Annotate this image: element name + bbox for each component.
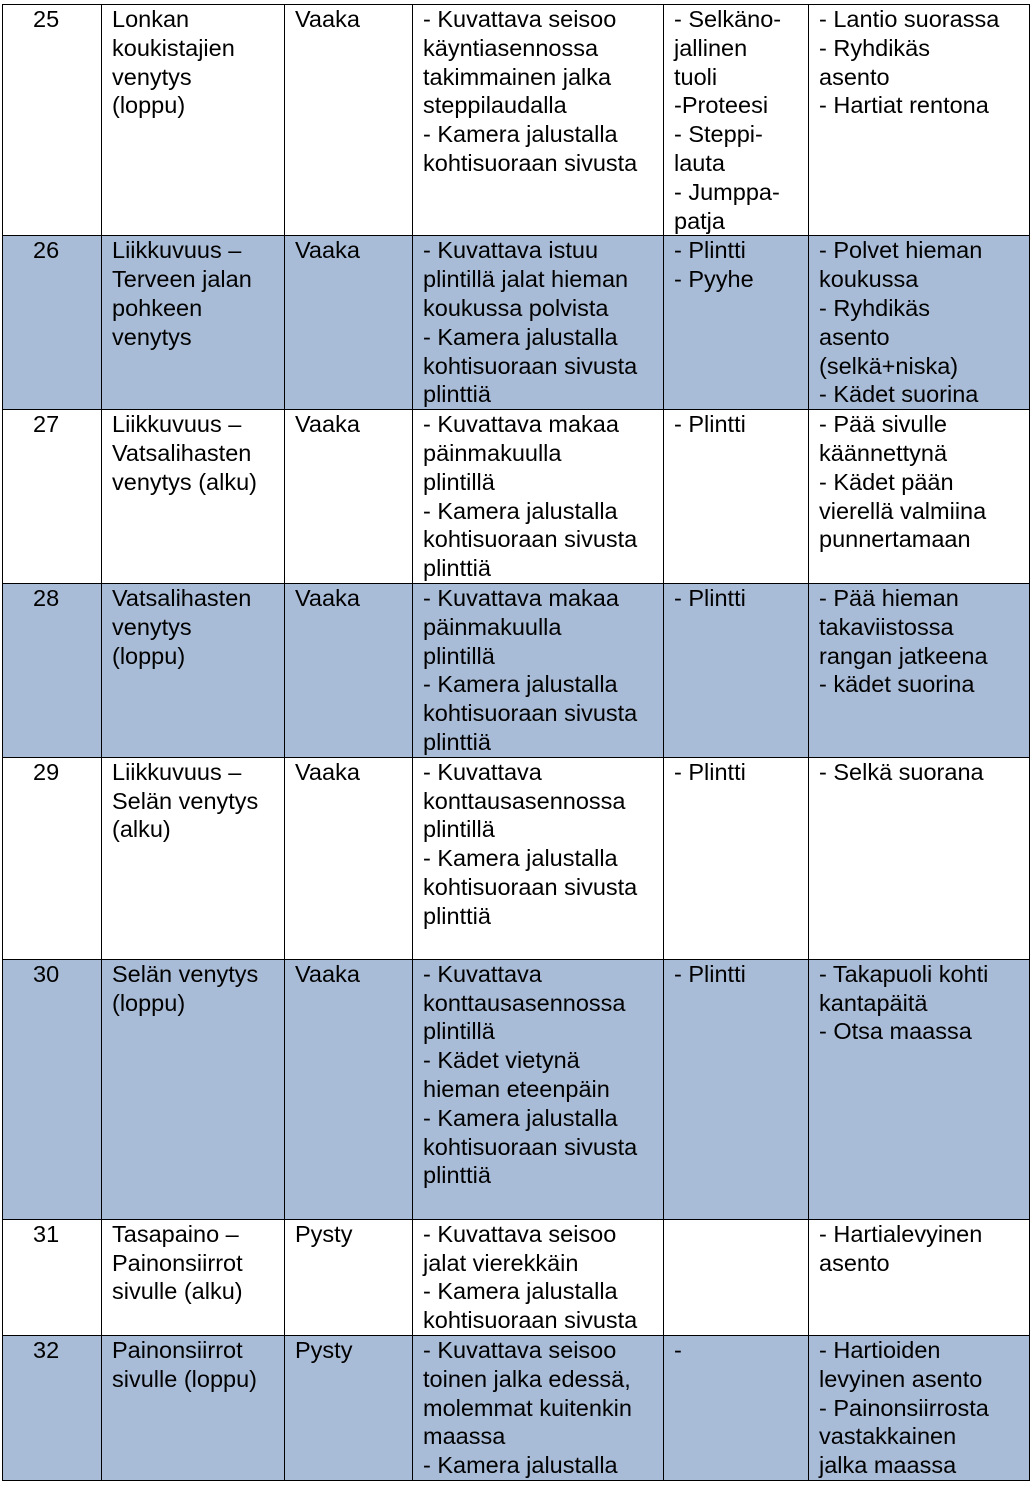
filming-instructions-line: kohtisuoraan sivusta [423, 352, 638, 379]
filming-instructions-line: kohtisuoraan sivusta [423, 873, 638, 900]
filming-instructions-line: - Kuvattava seisoo [423, 1220, 617, 1247]
posture-notes-line: - Polvet hieman [819, 237, 983, 264]
filming-instructions-line: plintillä jalat hieman [423, 266, 629, 293]
posture-notes-line: - Painonsiirrosta [819, 1394, 989, 1421]
exercise-name-line: Painonsiirrot [112, 1336, 243, 1363]
filming-instructions-line: plinttiä [423, 902, 491, 929]
table-row [3, 5, 1030, 236]
posture-notes-cell [809, 1219, 1030, 1335]
camera-orientation: Vaaka [295, 960, 360, 987]
posture-notes-line: - Kädet pään [819, 468, 954, 495]
equipment-cell [664, 236, 809, 410]
filming-instructions-cell [413, 5, 664, 236]
posture-notes-line: jalka maassa [819, 1452, 957, 1479]
filming-instructions-cell [413, 757, 664, 959]
exercise-name-cell [102, 236, 285, 410]
filming-instructions-line: molemmat kuitenkin [423, 1394, 632, 1421]
exercise-name-cell [102, 5, 285, 236]
table-row [3, 1219, 1030, 1335]
filming-instructions-line: - Kuvattava makaa [423, 411, 619, 438]
posture-notes-line: - Takapuoli kohti [819, 960, 989, 987]
filming-instructions-line: - Kamera jalustalla [423, 1104, 618, 1131]
filming-instructions-line: - Kuvattava istuu [423, 237, 599, 264]
camera-orientation-cell [285, 410, 413, 584]
equipment-line: - [674, 1336, 682, 1363]
posture-notes-line: asento [819, 323, 890, 350]
exercise-name-cell [102, 1335, 285, 1480]
exercise-number: 25 [33, 6, 60, 32]
camera-orientation: Pysty [295, 1220, 353, 1247]
exercise-number: 29 [33, 758, 60, 785]
filming-instructions-line: - Kuvattava seisoo [423, 1336, 617, 1363]
posture-notes-line: - Lantio suorassa [819, 6, 1000, 32]
posture-notes-line: - Pää sivulle [819, 411, 947, 438]
camera-orientation-cell [285, 236, 413, 410]
exercise-name-line: (loppu) [112, 989, 186, 1016]
exercise-name-line: venytys [112, 613, 192, 640]
posture-notes-cell [809, 757, 1030, 959]
filming-instructions-line: - Kamera jalustalla [423, 845, 618, 872]
camera-orientation: Vaaka [295, 411, 360, 438]
camera-orientation-cell [285, 1335, 413, 1480]
filming-instructions-line: - Kamera jalustalla [423, 497, 618, 524]
exercise-name-line: venytys [112, 63, 192, 90]
exercise-name-line: pohkeen [112, 294, 203, 321]
filming-instructions-line: toinen jalka edessä, [423, 1365, 631, 1392]
exercise-name-line: Liikkuvuus – [112, 237, 242, 264]
exercise-name-cell [102, 1219, 285, 1335]
exercise-name-line: Tasapaino – [112, 1220, 239, 1247]
filming-instructions-line: kohtisuoraan sivusta [423, 1307, 638, 1334]
equipment-line: - Plintti [674, 237, 746, 264]
camera-orientation: Pysty [295, 1336, 353, 1363]
posture-notes-line: takaviistossa [819, 613, 954, 640]
posture-notes-cell [809, 583, 1030, 757]
posture-notes-line: - Hartialevyinen [819, 1220, 983, 1247]
equipment-line: - Plintti [674, 411, 746, 438]
filming-instructions-line: steppilaudalla [423, 92, 567, 119]
exercise-name-line: Vatsalihasten [112, 439, 252, 466]
table-row [3, 236, 1030, 410]
filming-instructions-line: - Kädet vietynä [423, 1047, 580, 1074]
exercise-number-cell [3, 1219, 102, 1335]
equipment-line: - Selkäno- [674, 6, 782, 32]
camera-orientation: Vaaka [295, 584, 360, 611]
camera-orientation-cell [285, 959, 413, 1219]
filming-instructions-line: käyntiasennossa [423, 34, 599, 61]
exercise-number-cell [3, 959, 102, 1219]
exercise-number-cell [3, 757, 102, 959]
exercise-table [2, 4, 1030, 1481]
equipment-line: -Proteesi [674, 92, 769, 119]
filming-instructions-cell [413, 583, 664, 757]
equipment-line: - Plintti [674, 584, 746, 611]
filming-instructions-line: plinttiä [423, 555, 491, 582]
posture-notes-cell [809, 959, 1030, 1219]
exercise-number-cell [3, 1335, 102, 1480]
filming-instructions-line: - Kamera jalustalla [423, 1452, 618, 1479]
filming-instructions-cell [413, 410, 664, 584]
posture-notes-line: - Selkä suorana [819, 758, 984, 785]
filming-instructions-line: kohtisuoraan sivusta [423, 700, 638, 727]
exercise-name-line: Lonkan [112, 6, 190, 32]
filming-instructions-line: päinmakuulla [423, 439, 562, 466]
filming-instructions-line: - Kuvattava makaa [423, 584, 619, 611]
posture-notes-line: (selkä+niska) [819, 352, 959, 379]
filming-instructions-cell [413, 236, 664, 410]
filming-instructions-line: - Kuvattava [423, 960, 542, 987]
exercise-number-cell [3, 410, 102, 584]
equipment-line: tuoli [674, 63, 718, 90]
posture-notes-line: vierellä valmiina [819, 497, 987, 524]
posture-notes-cell [809, 1335, 1030, 1480]
filming-instructions-line: takimmainen jalka [423, 63, 612, 90]
exercise-name-line: (alku) [112, 816, 171, 843]
posture-notes-line: rangan jatkeena [819, 642, 988, 669]
exercise-name-cell [102, 410, 285, 584]
posture-notes-line: - Hartioiden [819, 1336, 941, 1363]
exercise-number: 28 [33, 584, 60, 611]
exercise-number-cell [3, 236, 102, 410]
exercise-name-line: venytys [112, 323, 192, 350]
exercise-name-line: sivulle (loppu) [112, 1365, 257, 1392]
posture-notes-line: asento [819, 63, 890, 90]
exercise-name-line: (loppu) [112, 92, 186, 119]
equipment-cell [664, 1219, 809, 1335]
posture-notes-line: koukussa [819, 266, 919, 293]
table-row [3, 959, 1030, 1219]
exercise-name-line: Liikkuvuus – [112, 758, 242, 785]
filming-instructions-line: plinttiä [423, 728, 491, 755]
filming-instructions-line: kohtisuoraan sivusta [423, 526, 638, 553]
exercise-name-line: Liikkuvuus – [112, 411, 242, 438]
posture-notes-line: - Otsa maassa [819, 1018, 972, 1045]
exercise-number: 31 [33, 1220, 60, 1247]
filming-instructions-line: konttausasennossa [423, 989, 626, 1016]
equipment-line: lauta [674, 149, 725, 176]
filming-instructions-line: - Kuvattava seisoo [423, 6, 617, 32]
posture-notes-cell [809, 236, 1030, 410]
posture-notes-line: punnertamaan [819, 526, 971, 553]
filming-instructions-line: koukussa polvista [423, 294, 609, 321]
exercise-name-line: koukistajien [112, 34, 235, 61]
equipment-cell [664, 410, 809, 584]
table-row [3, 583, 1030, 757]
posture-notes-line: - Pää hieman [819, 584, 959, 611]
camera-orientation: Vaaka [295, 237, 360, 264]
filming-instructions-line: plinttiä [423, 1162, 491, 1189]
exercise-number: 32 [33, 1336, 60, 1363]
filming-instructions-line: jalat vierekkäin [423, 1249, 579, 1276]
posture-notes-cell [809, 5, 1030, 236]
posture-notes-line: - Ryhdikäs [819, 294, 931, 321]
equipment-line: jallinen [674, 34, 748, 61]
filming-instructions-line: plintillä [423, 642, 495, 669]
equipment-cell [664, 583, 809, 757]
camera-orientation: Vaaka [295, 758, 360, 785]
posture-notes-line: kantapäitä [819, 989, 928, 1016]
filming-instructions-line: - Kamera jalustalla [423, 1278, 618, 1305]
posture-notes-line: - Kädet suorina [819, 381, 979, 408]
exercise-name-cell [102, 583, 285, 757]
filming-instructions-cell [413, 1335, 664, 1480]
filming-instructions-line: plintillä [423, 1018, 495, 1045]
camera-orientation: Vaaka [295, 6, 360, 32]
filming-instructions-line: - Kuvattava [423, 758, 542, 785]
exercise-number-cell [3, 583, 102, 757]
equipment-cell [664, 5, 809, 236]
posture-notes-line: asento [819, 1249, 890, 1276]
filming-instructions-line: kohtisuoraan sivusta [423, 1133, 638, 1160]
posture-notes-line: - Hartiat rentona [819, 92, 989, 119]
equipment-line: - Plintti [674, 758, 746, 785]
filming-instructions-line: plintillä [423, 816, 495, 843]
exercise-name-line: Vatsalihasten [112, 584, 252, 611]
camera-orientation-cell [285, 1219, 413, 1335]
equipment-cell [664, 959, 809, 1219]
exercise-number-cell [3, 5, 102, 236]
equipment-line: patja [674, 207, 725, 234]
camera-orientation-cell [285, 757, 413, 959]
equipment-cell [664, 1335, 809, 1480]
exercise-name-cell [102, 959, 285, 1219]
filming-instructions-line: plinttiä [423, 381, 491, 408]
exercise-name-line: Selän venytys [112, 787, 259, 814]
filming-instructions-line: - Kamera jalustalla [423, 121, 618, 148]
exercise-name-line: (loppu) [112, 642, 186, 669]
table-row [3, 1335, 1030, 1480]
filming-instructions-line: - Kamera jalustalla [423, 671, 618, 698]
exercise-name-line: venytys (alku) [112, 468, 257, 495]
posture-notes-line: levyinen asento [819, 1365, 983, 1392]
camera-orientation-cell [285, 5, 413, 236]
equipment-line: - Plintti [674, 960, 746, 987]
filming-instructions-line: maassa [423, 1423, 506, 1450]
equipment-line: - Jumppa- [674, 178, 780, 205]
table-row [3, 410, 1030, 584]
exercise-number: 27 [33, 411, 60, 438]
posture-notes-cell [809, 410, 1030, 584]
filming-instructions-line: - Kamera jalustalla [423, 323, 618, 350]
filming-instructions-line: päinmakuulla [423, 613, 562, 640]
posture-notes-line: - Ryhdikäs [819, 34, 931, 61]
posture-notes-line: vastakkainen [819, 1423, 957, 1450]
equipment-line: - Steppi- [674, 121, 763, 148]
table-row [3, 757, 1030, 959]
exercise-name-cell [102, 757, 285, 959]
table-body [3, 5, 1030, 1481]
filming-instructions-line: plintillä [423, 468, 495, 495]
filming-instructions-line: kohtisuoraan sivusta [423, 149, 638, 176]
filming-instructions-cell [413, 1219, 664, 1335]
equipment-line: - Pyyhe [674, 266, 754, 293]
posture-notes-line: käännettynä [819, 439, 948, 466]
exercise-name-line: sivulle (alku) [112, 1278, 243, 1305]
exercise-name-line: Painonsiirrot [112, 1249, 243, 1276]
filming-instructions-line: hieman eteenpäin [423, 1075, 610, 1102]
camera-orientation-cell [285, 583, 413, 757]
exercise-number: 30 [33, 960, 60, 987]
exercise-name-line: Selän venytys [112, 960, 259, 987]
posture-notes-line: - kädet suorina [819, 671, 975, 698]
filming-instructions-cell [413, 959, 664, 1219]
equipment-cell [664, 757, 809, 959]
exercise-number: 26 [33, 237, 60, 264]
filming-instructions-line: konttausasennossa [423, 787, 626, 814]
exercise-name-line: Terveen jalan [112, 266, 252, 293]
